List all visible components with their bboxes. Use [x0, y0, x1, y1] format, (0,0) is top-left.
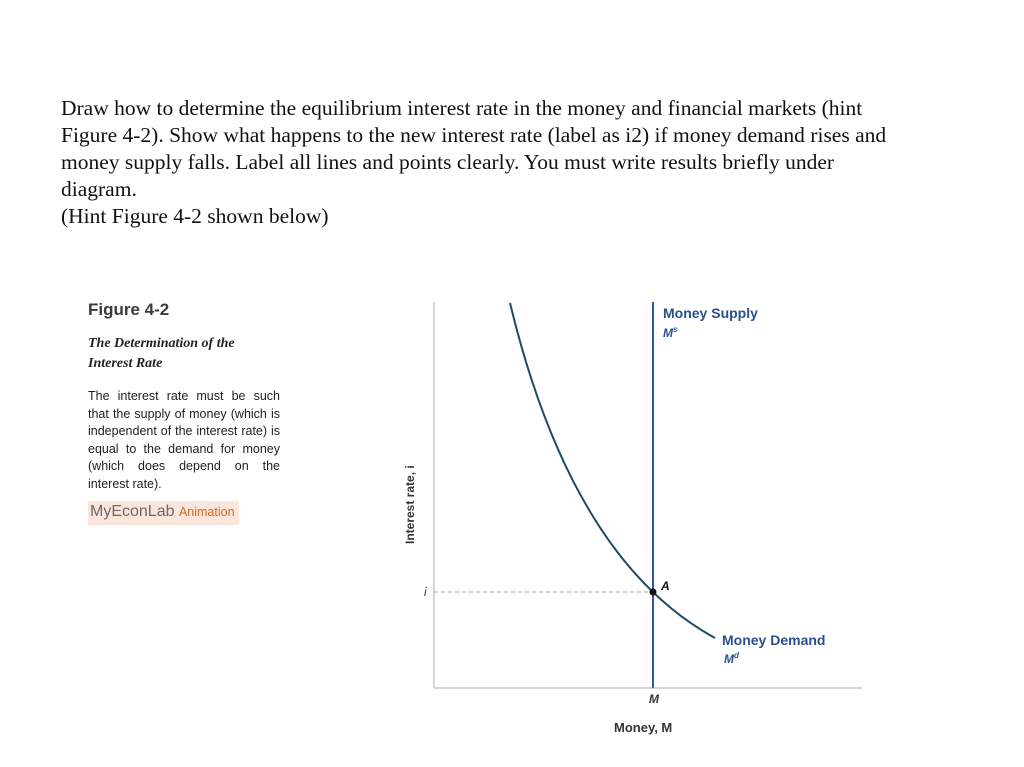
- y-axis-label: Interest rate, i: [403, 465, 417, 544]
- money-demand-label: Money Demand: [722, 632, 826, 648]
- x-tick-label: M: [649, 692, 659, 706]
- supply-symbol-sup: s: [673, 325, 678, 334]
- demand-symbol-sup: d: [734, 651, 739, 660]
- animation-label: Animation: [178, 505, 235, 519]
- money-demand-symbol: [724, 651, 740, 666]
- supply-symbol-text: M: [663, 326, 673, 340]
- myeconlab-brand: MyEconLab: [90, 503, 175, 520]
- question-line: diagram.: [61, 177, 137, 201]
- money-supply-label: Money Supply: [663, 305, 758, 321]
- equilibrium-point: [650, 589, 657, 596]
- money-demand-curve: [510, 303, 715, 638]
- figure-title-line2: Interest Rate: [88, 356, 163, 371]
- question-hint: (Hint Figure 4-2 shown below): [61, 204, 329, 228]
- figure-title-line1: The Determination of the: [88, 336, 235, 351]
- demand-symbol-text: M: [724, 652, 734, 666]
- equilibrium-label: A: [661, 579, 670, 593]
- figure-number: Figure 4-2: [88, 300, 170, 319]
- question-line: money supply falls. Label all lines and points clearly. You must write results briefly under: [61, 150, 835, 174]
- figure-description: The interest rate must be such that the supply of money (which is independent of the interest rate) is equal to the demand for money (which does depend on the interest rate).: [88, 389, 280, 491]
- question-line: Draw how to determine the equilibrium interest rate in the money and financial markets (hint: [61, 96, 863, 120]
- x-axis-label: Money, M: [614, 720, 673, 735]
- money-supply-symbol: [663, 325, 678, 340]
- y-tick-label: i: [424, 585, 427, 599]
- question-line: Figure 4-2). Show what happens to the new interest rate (label as i2) if money demand rises and: [61, 123, 887, 147]
